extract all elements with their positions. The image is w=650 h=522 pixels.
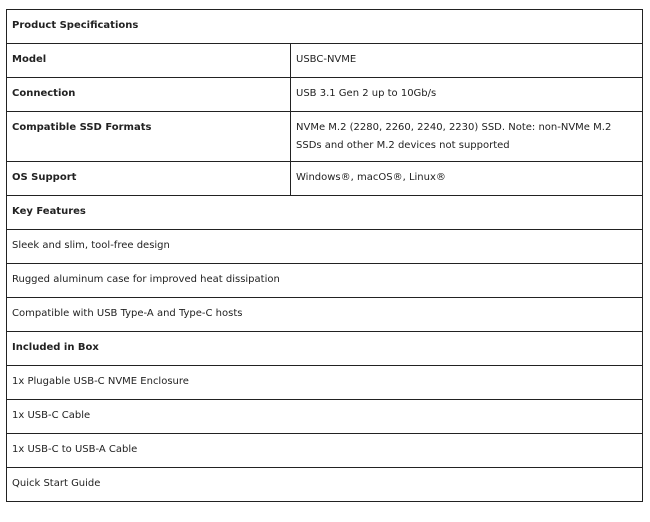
spec-label-model: Model [7, 44, 291, 78]
box-item: Quick Start Guide [7, 468, 643, 502]
section-header-row [7, 10, 643, 44]
table-row [7, 162, 643, 196]
spec-value-compatible-ssd-formats: NVMe M.2 (2280, 2260, 2240, 2230) SSD. Note: non-NVMe M.2 SSDs and other M.2 devices not supported [291, 112, 643, 162]
box-item: 1x USB-C Cable [7, 400, 643, 434]
key-feature-item: Sleek and slim, tool-free design [7, 230, 643, 264]
key-features-heading: Key Features [7, 196, 643, 230]
spec-value-connection: USB 3.1 Gen 2 up to 10Gb/s [291, 78, 643, 112]
table-row [7, 434, 643, 468]
table-row [7, 468, 643, 502]
table-row [7, 366, 643, 400]
spec-label-connection: Connection [7, 78, 291, 112]
included-in-box-heading: Included in Box [7, 332, 643, 366]
table-row [7, 44, 643, 78]
table-row [7, 298, 643, 332]
table-row [7, 112, 643, 162]
spec-label-os-support: OS Support [7, 162, 291, 196]
table-row [7, 230, 643, 264]
section-header-row [7, 196, 643, 230]
box-item: 1x Plugable USB-C NVME Enclosure [7, 366, 643, 400]
box-item: 1x USB-C to USB-A Cable [7, 434, 643, 468]
table-row [7, 264, 643, 298]
product-spec-table [6, 9, 643, 502]
product-specifications-heading: Product Specifications [7, 10, 643, 44]
table-row [7, 400, 643, 434]
section-header-row [7, 332, 643, 366]
spec-label-compatible-ssd-formats: Compatible SSD Formats [7, 112, 291, 162]
table-row [7, 78, 643, 112]
spec-value-os-support: Windows®, macOS®, Linux® [291, 162, 643, 196]
key-feature-item: Compatible with USB Type-A and Type-C hosts [7, 298, 643, 332]
spec-value-model: USBC-NVME [291, 44, 643, 78]
key-feature-item: Rugged aluminum case for improved heat dissipation [7, 264, 643, 298]
